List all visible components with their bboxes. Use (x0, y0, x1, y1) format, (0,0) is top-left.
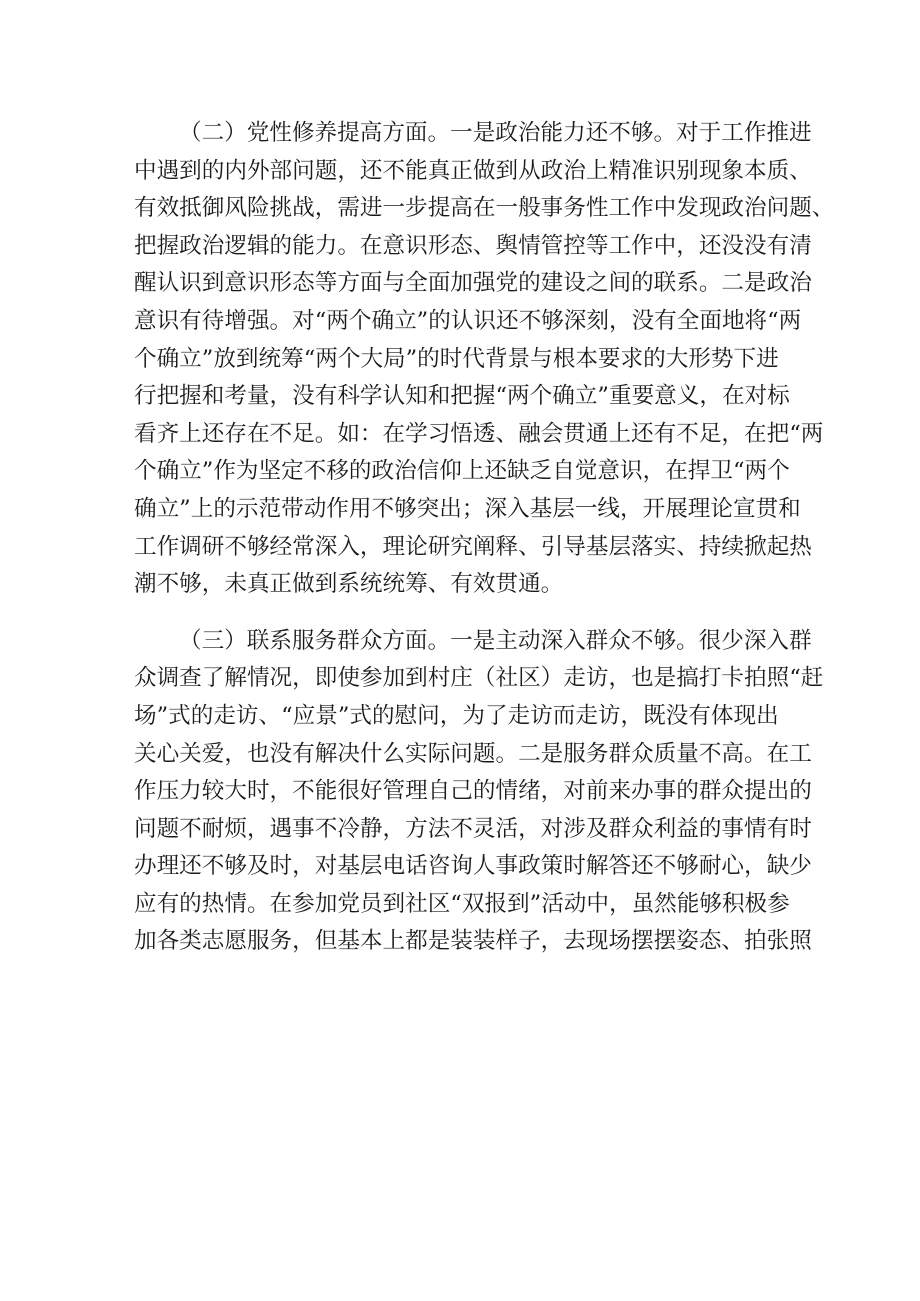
paragraph-line: 办理还不够及时，对基层电话咨询人事政策时解答还不够耐心，缺少 (134, 853, 812, 880)
paragraph-line: 有效抵御风险挑战，需进一步提高在一般事务性工作中发现政治问题、 (134, 195, 835, 222)
paragraph-line: 个确立”放到统筹“两个大局”的时代背景与根本要求的大形势下进 (134, 345, 779, 372)
paragraph-line: 问题不耐烦，遇事不冷静，方法不灵活，对涉及群众利益的事情有时 (134, 815, 812, 842)
paragraph-line: 把握政治逻辑的能力。在意识形态、舆情管控等工作中，还没没有清 (134, 232, 812, 259)
paragraph-line: 潮不够，未真正做到系统统筹、有效贯通。 (134, 571, 564, 598)
paragraph-line: 中遇到的内外部问题，还不能真正做到从政治上精准识别现象本质、 (134, 157, 812, 184)
paragraph-line: 醒认识到意识形态等方面与全面加强党的建设之间的联系。二是政治 (134, 270, 812, 297)
paragraph-party-spirit (134, 115, 835, 604)
paragraph-line: 行把握和考量，没有科学认知和把握“两个确立”重要意义，在对标 (134, 383, 790, 410)
paragraph-line: 加各类志愿服务，但基本上都是装装样子，去现场摆摆姿态、拍张照 (134, 928, 812, 955)
paragraph-line: 确立”上的示范带动作用不够突出；深入基层一线，开展理论宣贯和 (134, 495, 801, 522)
paragraph-serving-masses (134, 623, 824, 961)
paragraph-line: 关心关爱，也没有解决什么实际问题。二是服务群众质量不高。在工 (134, 740, 812, 767)
paragraph-line: 场”式的走访、“应景”式的慰问，为了走访而走访，既没有体现出 (134, 702, 779, 729)
paragraph-spacer (134, 604, 786, 623)
paragraph-line: （二）党性修养提高方面。一是政治能力还不够。对于工作推进 (179, 120, 812, 146)
paragraph-line: （三）联系服务群众方面。一是主动深入群众不够。很少深入群 (179, 627, 812, 654)
paragraph-line: 看齐上还存在不足。如：在学习悟透、融会贯通上还有不足，在把“两 (134, 420, 824, 447)
paragraph-line: 应有的热情。在参加党员到社区“双报到”活动中，虽然能够积极参 (134, 890, 790, 917)
paragraph-line: 个确立”作为坚定不移的政治信仰上还缺乏自觉意识，在捍卫“两个 (134, 458, 790, 485)
paragraph-line: 作压力较大时，不能很好管理自己的情绪，对前来办事的群众提出的 (134, 778, 812, 805)
paragraph-line: 工作调研不够经常深入，理论研究阐释、引导基层落实、持续掀起热 (134, 533, 812, 560)
document-body (134, 115, 835, 961)
paragraph-line: 众调查了解情况，即使参加到村庄（社区）走访，也是搞打卡拍照“赶 (134, 665, 824, 692)
paragraph-line: 意识有待增强。对“两个确立”的认识还不够深刻，没有全面地将“两 (134, 307, 802, 334)
